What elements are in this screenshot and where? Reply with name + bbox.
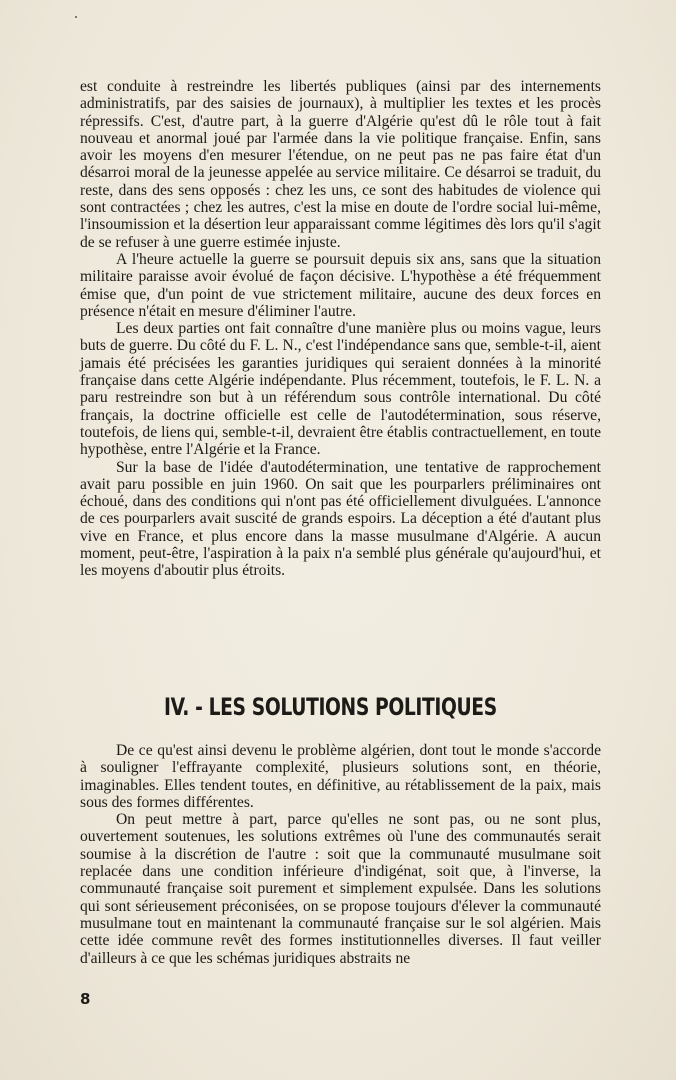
- paragraph: Sur la base de l'idée d'autodétermination, une tentative de rapprochement avait paru possible en juin 1960. On sait que les pourparlers préliminaires ont échoué, dans des conditions qui n'ont pas été officiellement divulguées. L'annonce de ces pourparlers avait suscité de grands espoirs. La déception a été d'autant plus vive en France, et plus encore dans la masse musulmane d'Algérie. A aucun moment, peut-être, l'aspiration à la paix n'a semblé plus générale qu'aujourd'hui, et les moyens d'aboutir plus étroits.: [80, 458, 601, 580]
- body-text-top: [80, 78, 601, 580]
- paragraph: On peut mettre à part, parce qu'elles ne sont pas, ou ne sont plus, ouvertement soutenues, les solutions extrêmes où l'une des communautés serait soumise à la discrétion de l'autre : soit que la communauté musulmane soit replacée dans une condition inférieure d'indigénat, soit que, à l'inverse, la communauté française soit purement et simplement expulsée. Dans les solutions qui sont sérieusement préconisées, on se propose toujours d'élever la communauté musulmane tout en maintenant la communauté française sur le sol algérien. Mais cette idée commune revêt des formes institutionnelles diverses. Il faut veiller d'ailleurs à ce que les schémas juridiques abstraits ne: [80, 811, 601, 967]
- paragraph: A l'heure actuelle la guerre se poursuit depuis six ans, sans que la situation militaire paraisse avoir évolué de façon décisive. L'hypothèse a été fréquemment émise que, d'un point de vue strictement militaire, aucune des deux forces en présence n'était en mesure d'éliminer l'autre.: [80, 250, 601, 320]
- paragraph: Les deux parties ont fait connaître d'une manière plus ou moins vague, leurs buts de guerre. Du côté du F. L. N., c'est l'indépendance sans que, semble-t-il, aient jamais été précisées les garanties juridiques qui seraient données à la minorité française dans cette Algérie indépendante. Plus récemment, toutefois, le F. L. N. a paru restreindre son but à un référendum sous contrôle international. Du côté français, la doctrine officielle est celle de l'autodétermination, sous réserve, toutefois, de liens qui, semble-t-il, devraient être établis contractuellement, en toute hypothèse, entre l'Algérie et la France.: [80, 320, 601, 459]
- section-heading: IV. - LES SOLUTIONS POLITIQUES: [164, 693, 497, 721]
- ink-speck: [75, 16, 77, 18]
- body-text-bottom: [80, 742, 601, 967]
- paragraph: De ce qu'est ainsi devenu le problème algérien, dont tout le monde s'accorde à souligner l'effrayante complexité, plusieurs solutions sont, en théorie, imaginables. Elles tendent toutes, en définitive, au rétablissement de la paix, mais sous des formes différentes.: [80, 742, 601, 811]
- page-number: 8: [80, 990, 91, 1008]
- paragraph: est conduite à restreindre les libertés publiques (ainsi par des internements administratifs, par des saisies de journaux), à multiplier les textes et les procès répressifs. C'est, d'autre part, à la guerre d'Algérie qu'est dû le rôle tout à fait nouveau et anormal joué par l'armée dans la vie politique française. Enfin, sans avoir les moyens d'en mesurer l'étendue, on ne peut pas ne pas faire état d'un désarroi moral de la jeunesse appelée au service militaire. Ce désarroi se traduit, du reste, dans des sens opposés : chez les uns, ce sont des habitudes de violence qui sont contractées ; chez les autres, c'est la mise en doute de l'ordre social lui-même, l'insoumission et la désertion leur apparaissant comme légitimes dès lors qu'il s'agit de se refuser à une guerre estimée injuste.: [80, 78, 601, 251]
